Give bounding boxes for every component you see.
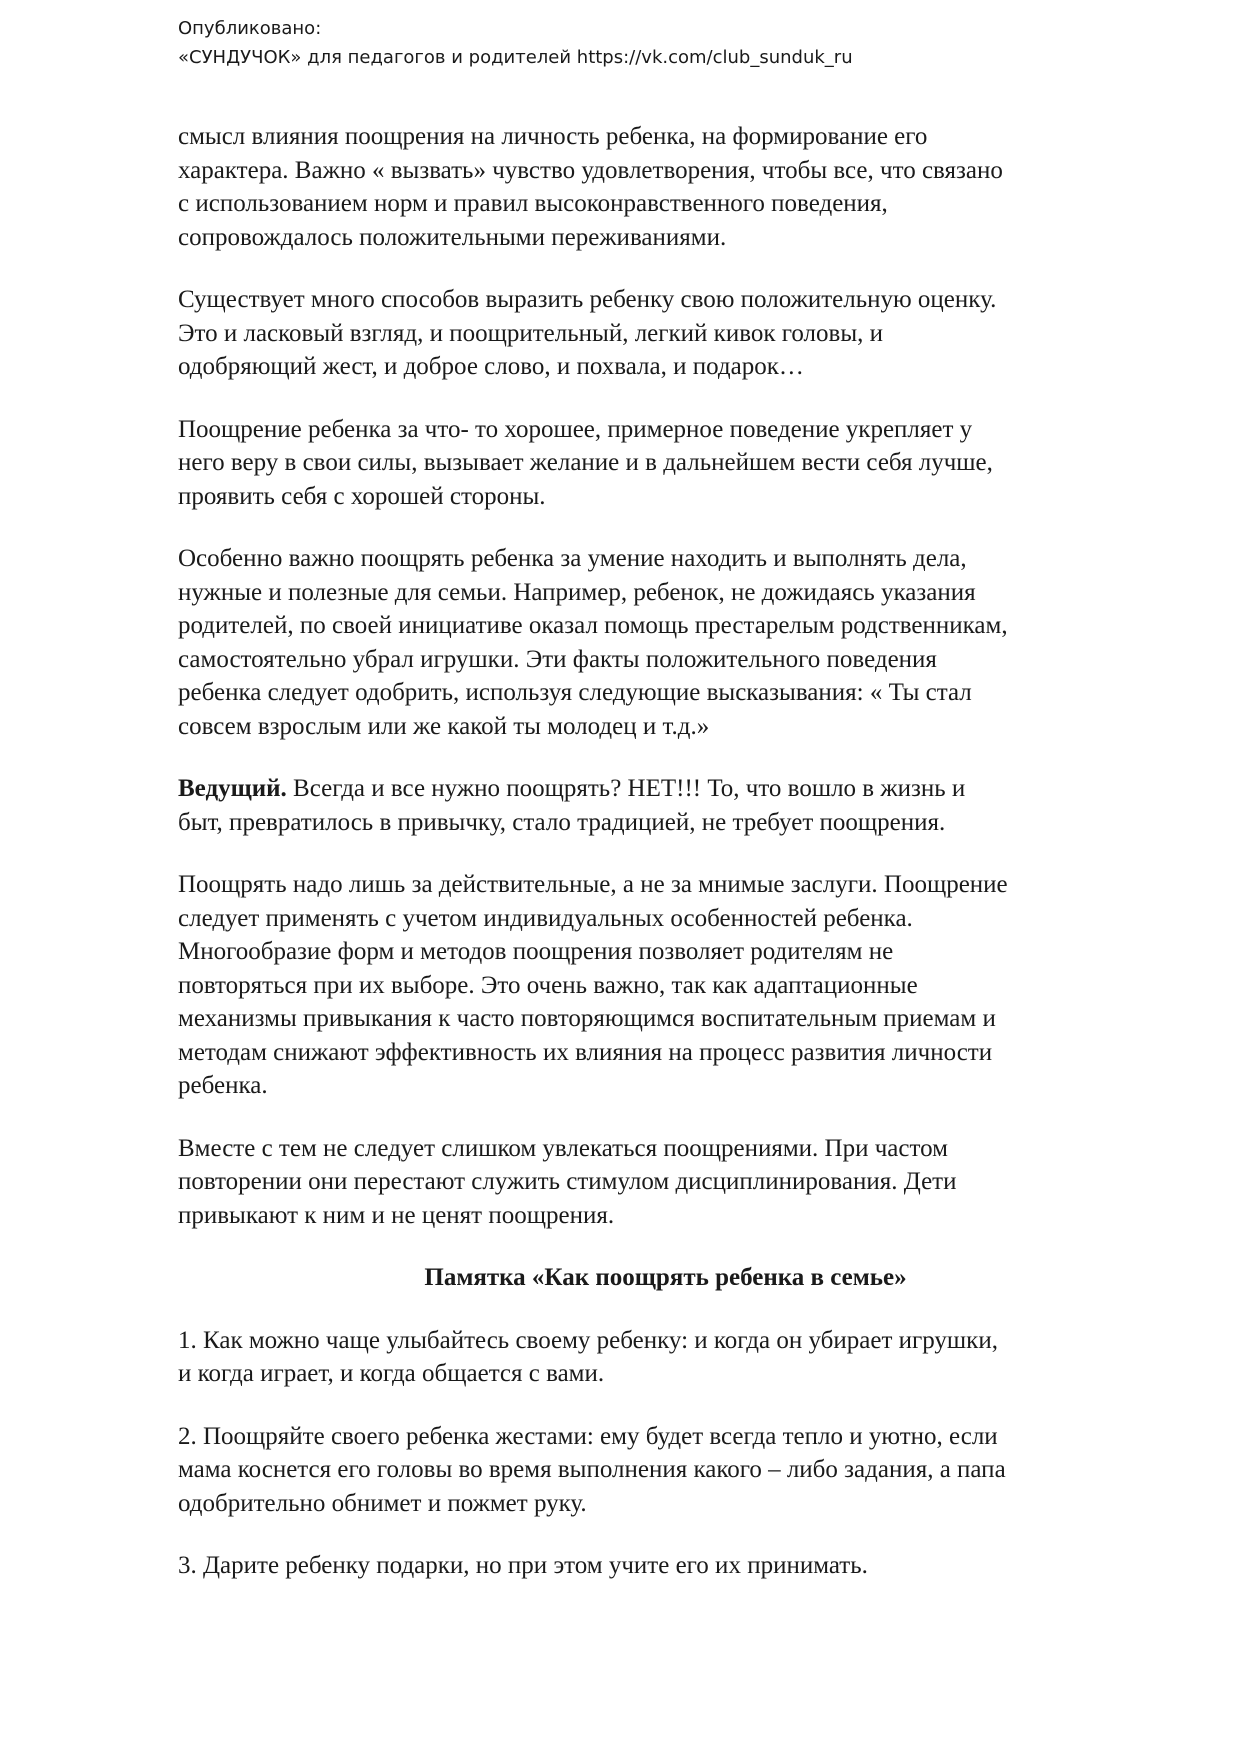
text-line: Вместе с тем не следует слишком увлекаться поощрениями. При частом	[178, 1134, 948, 1162]
paragraph	[178, 413, 1153, 514]
text-line: одобряющий жест, и доброе слово, и похвала, и подарок…	[178, 353, 804, 380]
publication-header	[178, 14, 1178, 72]
text-line: проявить себя с хорошей стороны.	[178, 482, 546, 510]
text-fragment: Всегда и все нужно поощрять? НЕТ!!! То, что вошло в жизнь и	[286, 775, 966, 802]
text-line: привыкают к ним и не ценят поощрения.	[178, 1201, 615, 1229]
memo-title: Памятка «Как поощрять ребенка в семье»	[424, 1264, 907, 1291]
text-line: методам снижают эффективность их влияния на процесс развития личности	[178, 1038, 993, 1066]
text-line: 1. Как можно чаще улыбайтесь своему ребенку: и когда он убирает игрушки,	[178, 1326, 998, 1354]
text-line: Многообразие форм и методов поощрения позволяет родителям не	[178, 938, 894, 965]
text-line: Особенно важно поощрять ребенка за умение находить и выполнять дела,	[178, 545, 967, 572]
text-line: характера. Важно « вызвать» чувство удовлетворения, чтобы все, что связано	[178, 156, 1003, 184]
text-line: одобрительно обнимет и пожмет руку.	[178, 1489, 587, 1517]
header-published-label: Опубликовано:	[178, 18, 322, 39]
header-source-link[interactable]: «СУНДУЧОК» для педагогов и родителей https://vk.com/club_sunduk_ru	[178, 47, 853, 68]
text-line: Поощрение ребенка за что- то хорошее, примерное поведение укрепляет у	[178, 415, 973, 443]
memo-item	[178, 1324, 1153, 1391]
text-line: него веру в свои силы, вызывает желание и в дальнейшем вести себя лучше,	[178, 449, 993, 476]
text-line: совсем взрослым или же какой ты молодец и т.д.»	[178, 712, 710, 740]
text-line: с использованием норм и правил высоконравственного поведения,	[178, 190, 888, 217]
text-line: сопровождалось положительными переживаниями.	[178, 223, 727, 251]
text-line: Поощрять надо лишь за действительные, а не за мнимые заслуги. Поощрение	[178, 871, 1008, 898]
text-line: нужные и полезные для семьи. Например, ребенок, не дожидаясь указания	[178, 578, 976, 606]
memo-item	[178, 1420, 1153, 1521]
text-line: и когда играет, и когда общается с вами.	[178, 1360, 605, 1387]
text-line: 3. Дарите ребенку подарки, но при этом учите его их принимать.	[178, 1552, 868, 1579]
text-line	[178, 772, 1153, 806]
text-line: следует применять с учетом индивидуальных особенностей ребенка.	[178, 904, 913, 932]
paragraph	[178, 868, 1153, 1103]
text-line: мама коснется его головы во время выполнения какого – либо задания, а папа	[178, 1456, 1006, 1483]
speaker-label: Ведущий.	[178, 775, 287, 802]
text-line: ребенка.	[178, 1072, 268, 1099]
text-line: Существует много способов выразить ребенку свою положительную оценку.	[178, 286, 997, 313]
text-line: родителей, по своей инициативе оказал помощь престарелым родственникам,	[178, 612, 1008, 639]
text-line: повторении они перестают служить стимулом дисциплинирования. Дети	[178, 1168, 957, 1195]
paragraph	[178, 120, 1153, 254]
text-line: механизмы привыкания к часто повторяющимся воспитательным приемам и	[178, 1005, 996, 1032]
text-line: Это и ласковый взгляд, и поощрительный, легкий кивок головы, и	[178, 319, 883, 347]
lead-paragraph	[178, 772, 1153, 839]
document-body	[178, 120, 1153, 1612]
text-line: самостоятельно убрал игрушки. Эти факты положительного поведения	[178, 645, 937, 673]
paragraph	[178, 1132, 1153, 1233]
paragraph	[178, 283, 1153, 384]
paragraph	[178, 542, 1153, 743]
text-line: быт, превратилось в привычку, стало традицией, не требует поощрения.	[178, 808, 946, 836]
text-line: смысл влияния поощрения на личность ребенка, на формирование его	[178, 123, 928, 150]
text-line: повторяться при их выборе. Это очень важно, так как адаптационные	[178, 971, 918, 999]
text-line: ребенка следует одобрить, используя следующие высказывания: « Ты стал	[178, 679, 972, 706]
memo-item	[178, 1549, 1153, 1583]
text-line: 2. Поощряйте своего ребенка жестами: ему будет всегда тепло и уютно, если	[178, 1422, 998, 1450]
